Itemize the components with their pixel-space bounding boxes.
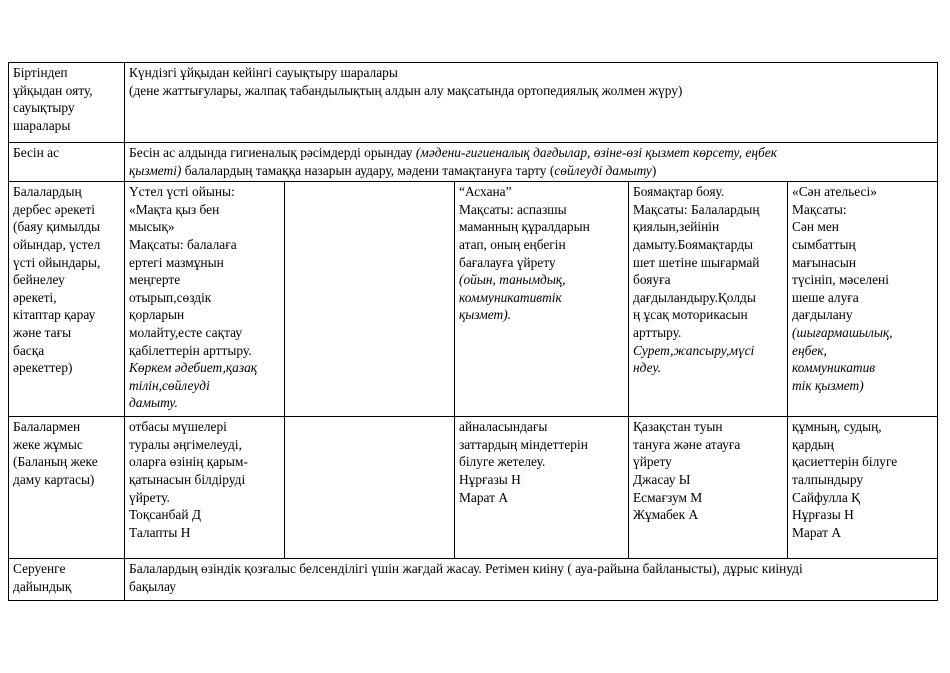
wakeup-content: Күндізгі ұйқыдан кейінгі сауықтыру шаралары (дене жаттығулары, жалпақ табандылықтың алдын алу мақсатында ортопедиялық жолмен жүру) [125,63,938,143]
activity-cell-3: “Асхана” Мақсаты: аспазшы маманның құралдарын атап, оның еңбегін бағалауға үйрету (ойын, танымдық, коммуникативтік қызмет). [455,182,629,417]
row-individual-work [9,417,938,559]
individual-cell-1: отбасы мүшелері туралы әңгімелеуді, оларға өзінің қарым- қатынасын білдіруді үйрету. Тоқсанбай Д Талапты Н [125,417,285,559]
activity-cell-2 [285,182,455,417]
individual-cell-4: Қазақстан туын тануға және атауға үйрету Джасау Ы Есмағзум М Жұмабек А [629,417,788,559]
row-header-individual-work: Балалармен жеке жұмыс (Баланың жеке даму картасы) [9,417,125,559]
activity-cell-5: «Сән ательесі» Мақсаты: Сән мен сымбаттың мағынасын түсініп, мәселені шеше алуға дағдылану (шығармашылық, еңбек, коммуникатив тік қызмет) [788,182,938,417]
row-header-snack: Бесін ас [9,143,125,182]
row-header-walk-prep: Серуенге дайындық [9,559,125,601]
row-wakeup [9,63,938,143]
row-independent-activity [9,182,938,417]
row-walk-prep [9,559,938,601]
individual-cell-5: құмның, судың, қардың қасиеттерін білуге талпындыру Сайфулла Қ Нұрғазы Н Марат А [788,417,938,559]
individual-cell-3: айналасындағы заттардың міндеттерін білуге жетелеу. Нұрғазы Н Марат А [455,417,629,559]
plan-table [8,62,938,601]
individual-cell-2 [285,417,455,559]
snack-content: Бесін ас алдында гигиеналық рәсімдерді орындау (мәдени-гигиеналық дағдылар, өзіне-өзі қызмет көрсету, еңбек қызметі) балалардың тамаққа назарын аудару, мәдени тамақтануға тарту (сөйлеуді дамыту) [125,143,938,182]
activity-cell-1: Үстел үсті ойыны: «Мақта қыз бен мысық» Мақсаты: балалаға ертегі мазмұнын меңгерте отырып,сөздік қорларын молайту,есте сақтау қабілеттерін арттыру. Көркем әдебиет,қазақ тілін,сөйлеуді дамыту. [125,182,285,417]
walk-prep-content: Балалардың өзіндік қозғалыс белсенділігі үшін жағдай жасау. Ретімен киіну ( ауа-райына байланысты), дұрыс киінуді бақылау [125,559,938,601]
row-snack [9,143,938,182]
activity-cell-4: Боямақтар бояу. Мақсаты: Балалардың қиялын,зейінін дамыту.Боямақтарды шет шетіне шығармай бояуға дағдыландыру.Қолды ң ұсақ моторикасын арттыру. Сурет,жапсыру,мүсі ндеу. [629,182,788,417]
row-header-independent-activity: Балалардың дербес әрекеті (баяу қимылды ойындар, үстел үсті ойындары, бейнелеу әрекеті, кітаптар қарау және тағы басқа әрекеттер) [9,182,125,417]
row-header-wakeup: Біртіндеп ұйқыдан ояту, сауықтыру шаралары [9,63,125,143]
